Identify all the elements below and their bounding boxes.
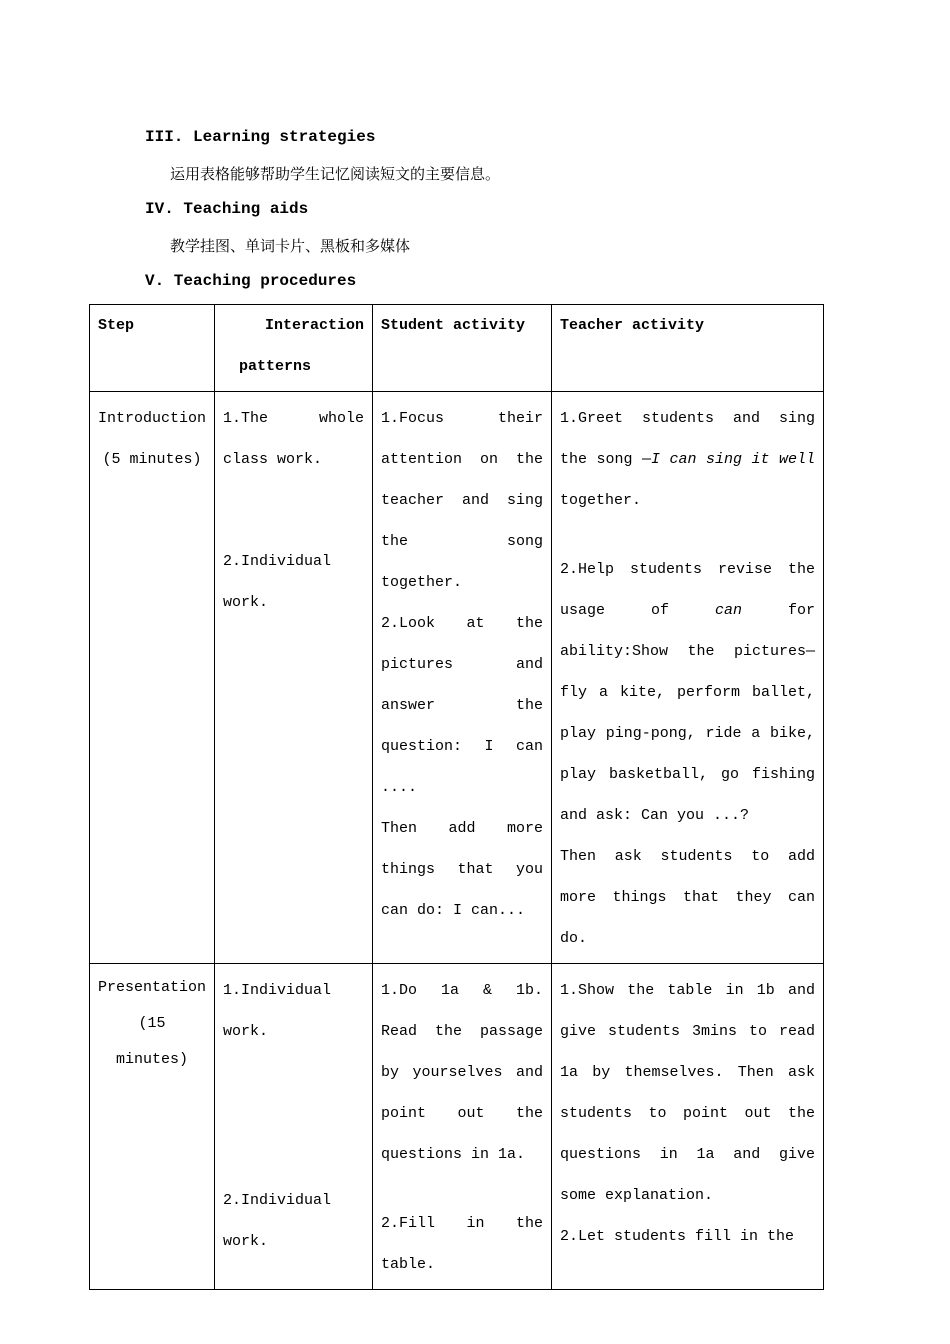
intro-step-name: Introduction (98, 410, 207, 427)
intro-teacher-2-text: 2.Help students revise the usage of (560, 561, 815, 619)
intro-teacher-2-end: for ability:Show the pictures—fly a kite, perform ballet, play ping-pong, ride a bike, play basketball, go fishing and ask: Can you ...? (560, 602, 815, 824)
header-student-activity (373, 305, 552, 392)
pres-step-time: (15 minutes) (115, 1015, 188, 1068)
intro-step-cell (90, 392, 215, 964)
teaching-aids-text: 教学挂图、单词卡片、黑板和多媒体 (170, 237, 411, 255)
pres-student-1: 1.Do 1a & 1b. Read the passage by yourselves and point out the questions in 1a. (381, 982, 543, 1163)
intro-teacher-2 (560, 549, 815, 836)
header-student-label: Student activity (381, 317, 526, 334)
pres-teacher-cell (552, 964, 824, 1290)
table-header-row (90, 305, 824, 392)
pres-pattern-cell (215, 964, 373, 1290)
table-row-introduction (90, 392, 824, 964)
intro-pattern-2: 2.Individual work. (223, 553, 332, 611)
intro-teacher-cell (552, 392, 824, 964)
can-keyword: can (714, 602, 742, 619)
header-teacher-activity (552, 305, 824, 392)
pres-teacher-2: 2.Let students fill in the (560, 1228, 795, 1245)
section-heading-learning-strategies: III. Learning strategies (145, 128, 376, 146)
pres-student-cell (373, 964, 552, 1290)
song-title: I can sing it well (651, 451, 815, 468)
intro-student-2: 2.Look at the pictures and answer the question: I can .... (381, 615, 543, 796)
section-heading-teaching-procedures: V. Teaching procedures (145, 272, 357, 290)
pres-student-2: 2.Fill in the table. (381, 1215, 543, 1273)
intro-pattern-cell (215, 392, 373, 964)
intro-student-cell (373, 392, 552, 964)
header-interaction (215, 305, 373, 392)
table-row-presentation (90, 964, 824, 1290)
teaching-procedures-table (89, 304, 824, 1290)
intro-teacher-1-text: 1.Greet students and sing the song — (560, 410, 815, 468)
pres-pattern-2: 2.Individual work. (223, 1192, 332, 1250)
intro-pattern-1: 1.The whole class work. (223, 410, 364, 468)
intro-student-1: 1.Focus their attention on the teacher and sing the song together. (381, 410, 543, 591)
intro-student-3: Then add more things that you can do: I can... (381, 820, 543, 919)
intro-teacher-1 (560, 398, 815, 521)
header-step-label: Step (98, 317, 135, 334)
header-interaction-line1: Interaction (264, 317, 364, 334)
pres-teacher-1: 1.Show the table in 1b and give students 3mins to read 1a by themselves. Then ask students to point out the questions in 1a and give some explanation. (560, 982, 815, 1204)
pres-step-cell (90, 964, 215, 1290)
intro-step-time: (5 minutes) (102, 451, 202, 468)
section-heading-teaching-aids: IV. Teaching aids (145, 200, 309, 218)
pres-step-name: Presentation (98, 979, 207, 996)
header-step (90, 305, 215, 392)
header-interaction-line2: patterns (239, 358, 312, 375)
intro-teacher-3: Then ask students to add more things that they can do. (560, 848, 815, 947)
pres-pattern-1: 1.Individual work. (223, 982, 332, 1040)
learning-strategies-text: 运用表格能够帮助学生记忆阅读短文的主要信息。 (170, 165, 501, 183)
header-teacher-label: Teacher activity (560, 317, 705, 334)
intro-teacher-1-end: together. (560, 492, 642, 509)
